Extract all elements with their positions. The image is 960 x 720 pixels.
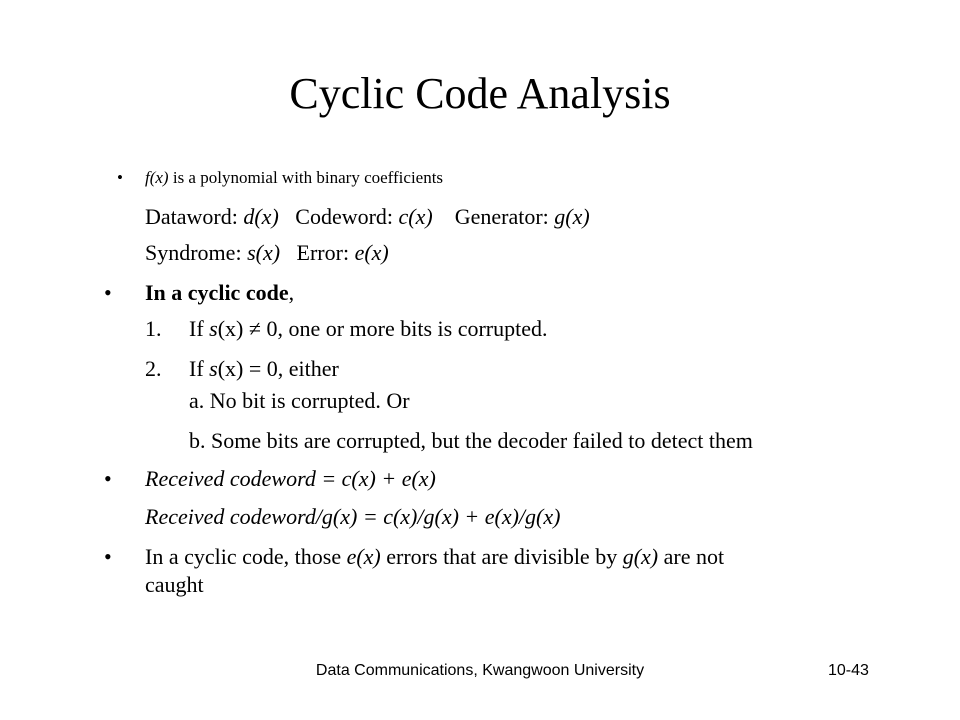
dataword-label: Dataword: — [145, 204, 244, 229]
undetected-text-1: In a cyclic code, those — [145, 544, 347, 569]
item-2-s: s — [209, 356, 218, 381]
item-2-pre: If — [189, 356, 210, 381]
received-codeword-line — [145, 466, 436, 492]
item-2-rest: (x) = 0, either — [217, 356, 339, 381]
item-2a-text: a. No bit is corrupted. Or — [189, 388, 410, 413]
error-term: e(x) — [354, 240, 389, 265]
item-2-text — [189, 356, 339, 382]
definitions-line-2 — [145, 240, 389, 266]
item-1-pre: If — [189, 316, 210, 341]
undetected-text-2: errors that are divisible by — [380, 544, 623, 569]
received-codeword-division-line — [145, 504, 560, 530]
codeword-label: Codeword: — [278, 204, 399, 229]
codeword-term: c(x) — [398, 204, 433, 229]
slide-title: Cyclic Code Analysis — [289, 69, 671, 118]
dataword-term: d(x) — [243, 204, 279, 229]
fx-term: f(x) — [145, 168, 169, 187]
footer-page-number: 10-43 — [828, 662, 869, 679]
item-1-rest: (x) ≠ 0, one or more bits is corrupted. — [217, 316, 548, 341]
generator-term: g(x) — [554, 204, 590, 229]
polynomial-text: is a polynomial with binary coefficients — [168, 168, 444, 187]
item-2b-text: b. Some bits are corrupted, but the decoder failed to detect them — [189, 428, 753, 453]
bullet-polynomial-note — [145, 168, 443, 188]
undetected-text-3: are not — [658, 544, 725, 569]
syndrome-term: s(x) — [247, 240, 281, 265]
gx-term: g(x) — [622, 544, 659, 569]
cyclic-code-heading: In a cyclic code — [145, 280, 289, 305]
undetected-errors-line-2: caught — [145, 572, 204, 597]
error-label: Error: — [280, 240, 355, 265]
bullet-cyclic-code — [145, 280, 294, 306]
syndrome-label: Syndrome: — [145, 240, 248, 265]
bullet-marker: • — [104, 466, 112, 491]
ex-term: e(x) — [346, 544, 381, 569]
item-2-number: 2. — [145, 356, 162, 381]
bullet-marker: • — [104, 280, 112, 305]
item-1-text — [189, 316, 548, 342]
received-codeword-eq: Received codeword = c(x) + e(x) — [145, 466, 436, 491]
bullet-marker: • — [117, 168, 123, 187]
generator-label: Generator: — [432, 204, 555, 229]
item-1-number: 1. — [145, 316, 162, 341]
cyclic-code-comma: , — [288, 280, 295, 305]
received-codeword-division-eq: Received codeword/g(x) = c(x)/g(x) + e(x)/g(x) — [145, 504, 561, 529]
definitions-line-1 — [145, 204, 590, 230]
bullet-marker: • — [104, 544, 112, 569]
undetected-errors-line-1 — [145, 544, 724, 570]
item-1-s: s — [209, 316, 218, 341]
footer-course: Data Communications, Kwangwoon University — [315, 662, 645, 679]
